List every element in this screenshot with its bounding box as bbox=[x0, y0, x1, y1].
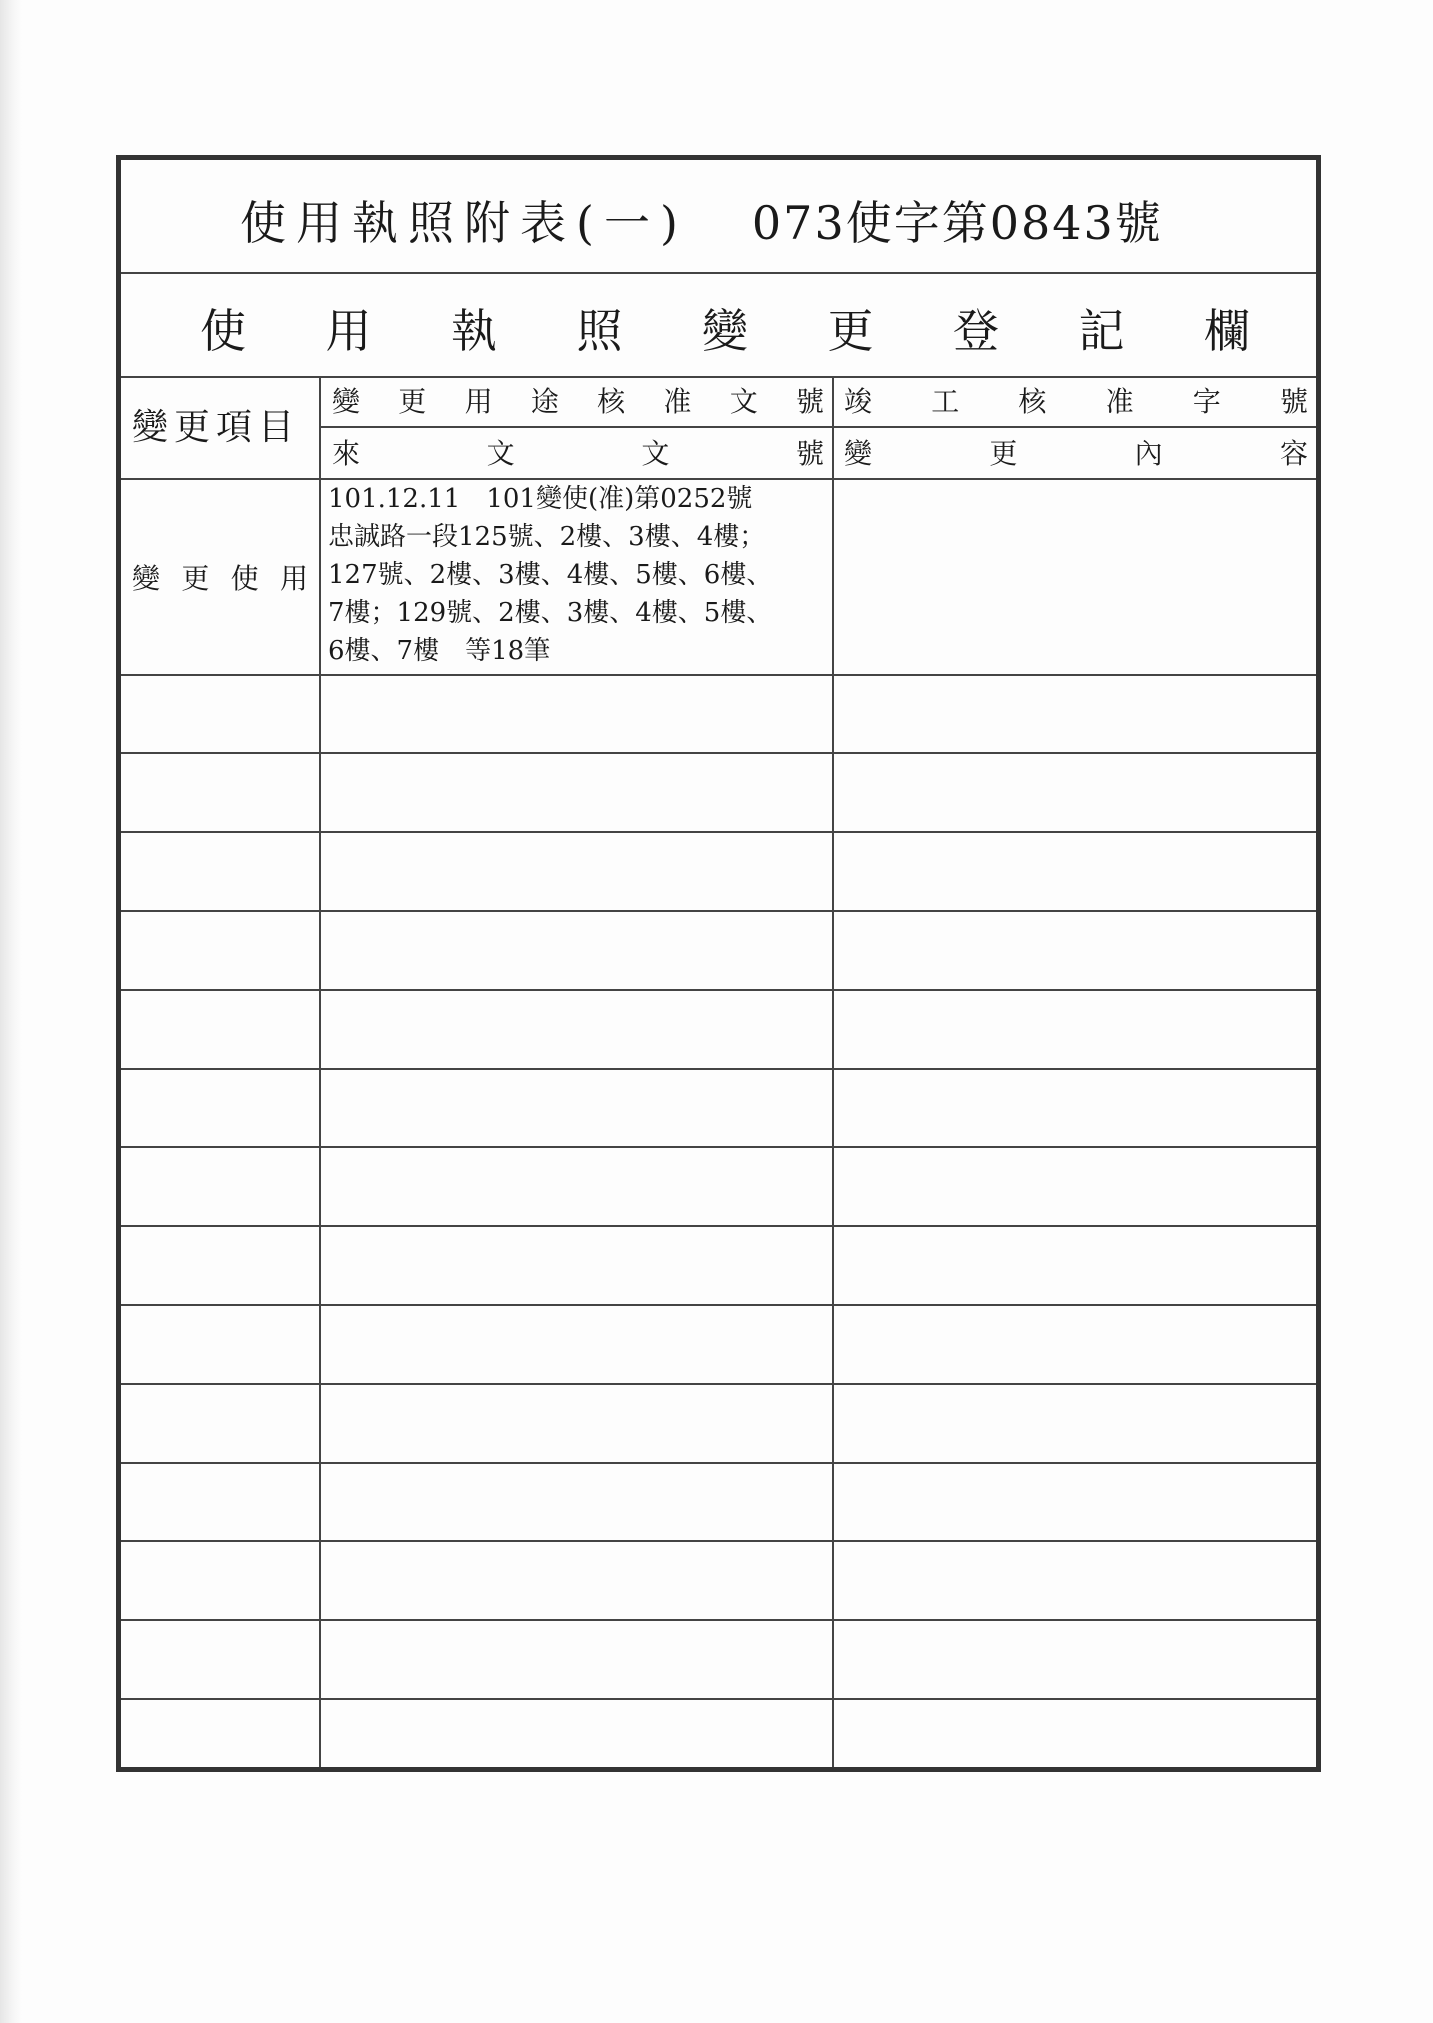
change-content-header bbox=[844, 430, 1308, 474]
header-char: 字 bbox=[1192, 385, 1221, 418]
change-item-cell bbox=[132, 555, 308, 599]
row-rule-1 bbox=[121, 752, 1316, 754]
row-rule-4 bbox=[121, 989, 1316, 991]
entry-line: 忠誠路一段125號、2樓、3樓、4樓； bbox=[328, 522, 766, 552]
header-char: 變 bbox=[844, 437, 873, 470]
header-char: 途 bbox=[530, 385, 559, 418]
row-rule-3 bbox=[121, 910, 1316, 912]
change-item-header: 變更項目 bbox=[132, 407, 301, 448]
subtitle-char: 變 bbox=[702, 304, 748, 358]
subtitle-char: 記 bbox=[1078, 304, 1125, 358]
subtitle-char: 欄 bbox=[1204, 304, 1250, 358]
subtitle-char: 用 bbox=[325, 304, 372, 358]
item-char: 變 bbox=[132, 562, 161, 595]
header-char: 用 bbox=[464, 385, 493, 418]
header-char: 更 bbox=[989, 437, 1018, 470]
title-text: 使用執照附表(一) bbox=[240, 196, 688, 250]
scan-edge-shadow bbox=[0, 0, 22, 2023]
header-char: 號 bbox=[795, 385, 824, 418]
entry-line: 7樓；129號、2樓、3樓、4樓、5樓、 bbox=[328, 598, 773, 628]
subtitle-char: 執 bbox=[451, 304, 497, 358]
row-rule-12 bbox=[121, 1619, 1316, 1621]
rule-below-entry bbox=[121, 674, 1316, 676]
header-char: 容 bbox=[1279, 437, 1308, 470]
header-char: 更 bbox=[398, 385, 427, 418]
item-char: 用 bbox=[279, 562, 308, 595]
subtitle-char: 使 bbox=[200, 304, 246, 358]
header-char: 核 bbox=[1018, 385, 1047, 418]
row-rule-2 bbox=[121, 831, 1316, 833]
header-char: 文 bbox=[486, 437, 515, 470]
subtitle-char: 照 bbox=[576, 304, 623, 358]
completion-cell bbox=[844, 482, 1308, 670]
row-rule-13 bbox=[121, 1698, 1316, 1700]
row-rule-10 bbox=[121, 1462, 1316, 1464]
approval-doc-cell bbox=[328, 480, 828, 670]
form-title bbox=[240, 188, 1280, 258]
subtitle-char: 登 bbox=[953, 304, 999, 358]
row-rule-9 bbox=[121, 1383, 1316, 1385]
header-char: 工 bbox=[931, 385, 960, 418]
header-char: 核 bbox=[597, 385, 626, 418]
header-char: 准 bbox=[663, 385, 692, 418]
header-char: 來 bbox=[332, 437, 361, 470]
header-char: 竣 bbox=[844, 385, 873, 418]
header-char: 文 bbox=[641, 437, 670, 470]
column-divider-right bbox=[832, 376, 834, 1767]
header-char: 號 bbox=[1279, 385, 1308, 418]
row-rule-5 bbox=[121, 1068, 1316, 1070]
completion-approval-header bbox=[844, 378, 1308, 422]
row-rule-8 bbox=[121, 1304, 1316, 1306]
approval-doc-header bbox=[332, 378, 824, 422]
license-number: 073使字第0843號 bbox=[751, 196, 1163, 250]
header-char: 號 bbox=[795, 437, 824, 470]
entry-line: 6樓、7樓 等18筆 bbox=[328, 636, 551, 666]
rule-below-title bbox=[121, 272, 1316, 274]
header-char: 內 bbox=[1134, 437, 1163, 470]
subtitle-char: 更 bbox=[827, 304, 874, 358]
header-char: 文 bbox=[729, 385, 758, 418]
row-rule-11 bbox=[121, 1540, 1316, 1542]
header-char: 變 bbox=[332, 385, 361, 418]
rule-header-mid bbox=[320, 426, 1316, 428]
entry-line: 127號、2樓、3樓、4樓、5樓、6樓、 bbox=[328, 560, 773, 590]
row-rule-6 bbox=[121, 1146, 1316, 1148]
item-char: 使 bbox=[230, 562, 259, 595]
column-divider-left bbox=[319, 376, 321, 1767]
header-char: 准 bbox=[1105, 385, 1134, 418]
form-subtitle bbox=[200, 288, 1250, 368]
incoming-doc-header bbox=[332, 430, 824, 474]
row-rule-7 bbox=[121, 1225, 1316, 1227]
item-char: 更 bbox=[181, 562, 210, 595]
entry-line: 101.12.11 101變使(准)第0252號 bbox=[328, 484, 753, 514]
